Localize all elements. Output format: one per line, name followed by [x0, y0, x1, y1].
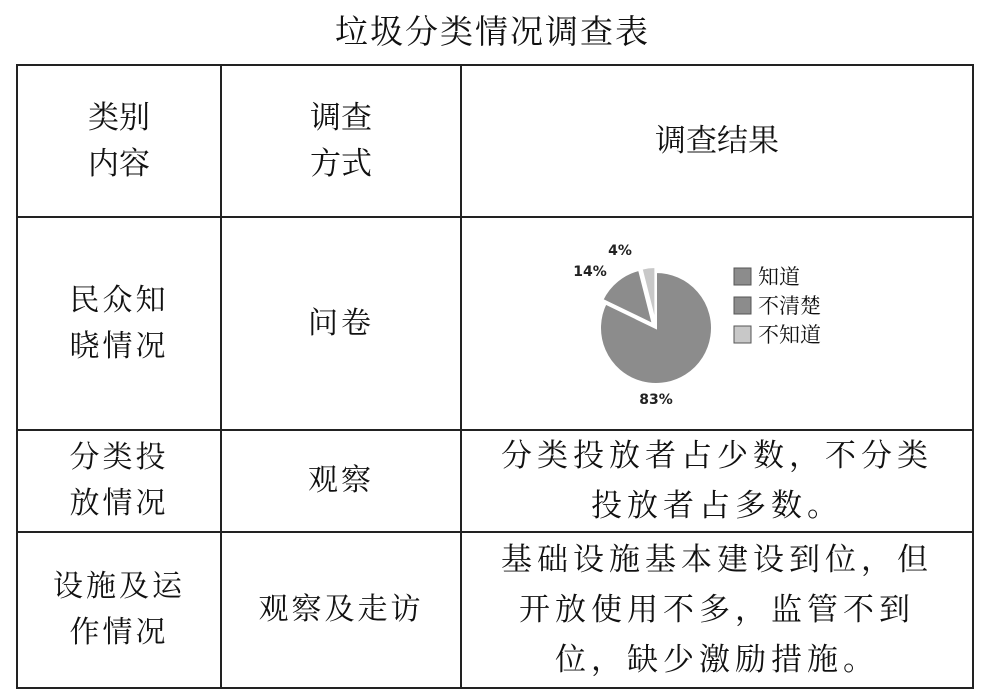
legend-swatch-1 — [734, 268, 751, 285]
row2-result-line2: 投放者占多数。 — [591, 488, 843, 524]
row2-category-line2: 放情况 — [69, 486, 169, 521]
row3-category-line1: 设施及运 — [53, 569, 185, 604]
pie-data-label-3: 4% — [608, 243, 632, 259]
row2-method — [221, 430, 461, 532]
row3-category-line2: 作情况 — [69, 615, 169, 650]
legend-label-1: 知道 — [758, 265, 800, 289]
row3-result-line3: 位，缺少激励措施。 — [555, 642, 879, 678]
row2-result-line1: 分类投放者占少数，不分类 — [501, 438, 933, 474]
row3-result-line2: 开放使用不多，监管不到 — [519, 592, 915, 628]
header-result — [461, 65, 973, 217]
row3-category — [17, 532, 221, 688]
header-method-line1: 调查 — [310, 100, 372, 136]
header-category-line2: 内容 — [88, 146, 150, 182]
row1-category-line2: 晓情况 — [69, 328, 169, 364]
pie-data-label-2: 14% — [573, 264, 607, 280]
table-row — [17, 217, 973, 430]
table-row — [17, 430, 973, 532]
row1-method-text: 问卷 — [308, 305, 374, 341]
survey-table — [16, 64, 974, 689]
row3-method-text: 观察及走访 — [258, 592, 424, 627]
header-result-label: 调查结果 — [655, 123, 779, 159]
table-row — [17, 532, 973, 688]
header-method-line2: 方式 — [310, 146, 372, 182]
legend-swatch-3 — [734, 326, 751, 343]
header-category-line1: 类别 — [88, 100, 150, 136]
header-method — [221, 65, 461, 217]
row2-method-text: 观察 — [308, 463, 374, 498]
row2-result — [461, 430, 973, 532]
row2-category — [17, 430, 221, 532]
awareness-pie-chart — [462, 218, 974, 429]
row3-result-line1: 基础设施基本建设到位，但 — [501, 542, 933, 578]
header-category — [17, 65, 221, 217]
table-header-row — [17, 65, 973, 217]
page-title: 垃圾分类情况调查表 — [335, 12, 650, 51]
pie-data-label-1: 83% — [639, 392, 673, 408]
legend-label-2: 不清楚 — [758, 294, 821, 318]
legend-swatch-2 — [734, 297, 751, 314]
row1-category — [17, 217, 221, 430]
row2-category-line1: 分类投 — [69, 440, 169, 475]
row1-method — [221, 217, 461, 430]
row3-result — [461, 532, 973, 688]
row3-method — [221, 532, 461, 688]
row1-result-chart-cell — [461, 217, 973, 430]
row1-category-line1: 民众知 — [69, 282, 169, 318]
legend-label-3: 不知道 — [758, 323, 821, 347]
